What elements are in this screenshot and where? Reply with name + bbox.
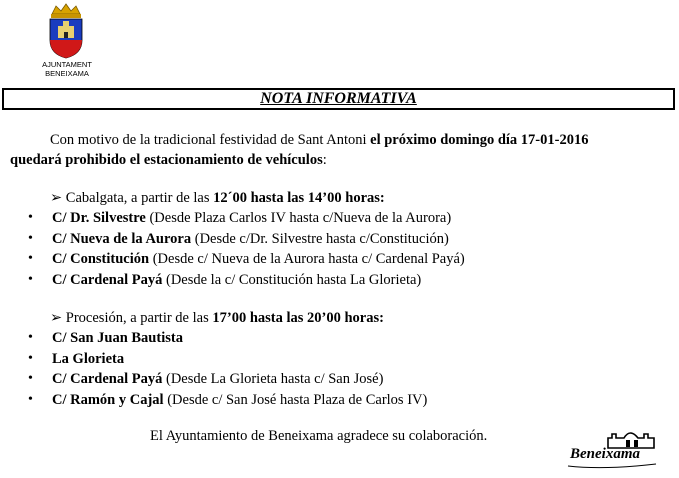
street-name: C/ Cardenal Payá: [52, 371, 163, 387]
street-range: (Desde Plaza Carlos IV hasta c/Nueva de la Aurora): [145, 210, 452, 226]
organization-name: [22, 60, 112, 78]
logo-text: Beneixama: [570, 446, 640, 462]
bullet-icon: •: [28, 371, 33, 386]
street-range: (Desde La Glorieta hasta c/ San José): [162, 371, 384, 387]
list-item: [28, 229, 465, 250]
bullet-icon: •: [28, 251, 33, 266]
bullet-icon: •: [28, 350, 33, 366]
bullet-icon: •: [28, 271, 33, 287]
page-title: NOTA INFORMATIVA: [260, 90, 417, 107]
bullet-icon: •: [28, 230, 33, 246]
intro-text: Con motivo de la tradicional festividad de Sant Antoni: [50, 132, 371, 148]
section-cabalgata: [50, 190, 385, 207]
intro-prohibition: quedará prohibido el estacionamiento de vehículos: [10, 152, 323, 168]
street-range: (Desde la c/ Constitución hasta La Glorieta): [162, 271, 422, 288]
street-name: C/ Ramón y Cajal: [52, 391, 164, 408]
street-name: C/ Constitución: [52, 251, 150, 267]
thanks-note: El Ayuntamiento de Beneixama agradece su colaboración.: [150, 428, 488, 444]
list-item: [28, 208, 465, 229]
street-range: (Desde c/ Nueva de la Aurora hasta c/ Cardenal Payá): [149, 251, 465, 267]
list-item: [28, 270, 465, 291]
org-line-1: AJUNTAMENT: [42, 60, 92, 69]
street-name: La Glorieta: [52, 350, 125, 367]
street-list-cabalgata: [28, 208, 465, 290]
section-procesion: [50, 310, 384, 327]
list-item: [28, 249, 465, 270]
intro-line-1: [50, 130, 588, 150]
street-range: (Desde c/Dr. Silvestre hasta c/Constitución): [191, 230, 449, 247]
street-name: C/ Nueva de la Aurora: [52, 230, 192, 247]
street-name: C/ Cardenal Payá: [52, 271, 163, 288]
intro-colon: :: [322, 152, 327, 168]
bullet-icon: •: [28, 391, 33, 407]
arrow-bullet-icon: ➢: [50, 190, 63, 206]
list-item: [28, 328, 427, 349]
section-prefix: Procesión, a partir de las: [65, 310, 213, 326]
street-name: C/ Dr. Silvestre: [52, 210, 146, 226]
list-item: [28, 349, 427, 370]
list-item: [28, 369, 427, 390]
org-line-2: BENEIXAMA: [45, 69, 89, 78]
bullet-icon: •: [28, 330, 33, 345]
section-prefix: Cabalgata, a partir de las: [65, 190, 214, 206]
beneixama-logo: [564, 426, 660, 472]
section-time: 17’00 hasta las 20’00 horas:: [212, 310, 384, 326]
title-box: [2, 88, 675, 110]
bullet-icon: •: [28, 210, 33, 225]
coat-of-arms-icon: [46, 2, 86, 60]
street-name: C/ San Juan Bautista: [52, 330, 183, 346]
intro-date: el próximo domingo día 17-01-2016: [370, 132, 589, 148]
street-range: (Desde c/ San José hasta Plaza de Carlos IV): [163, 391, 428, 408]
section-time: 12´00 hasta las 14’00 horas:: [213, 190, 385, 206]
arrow-bullet-icon: ➢: [50, 310, 63, 326]
intro-line-2: [10, 150, 327, 170]
street-list-procesion: [28, 328, 427, 410]
list-item: [28, 390, 427, 411]
